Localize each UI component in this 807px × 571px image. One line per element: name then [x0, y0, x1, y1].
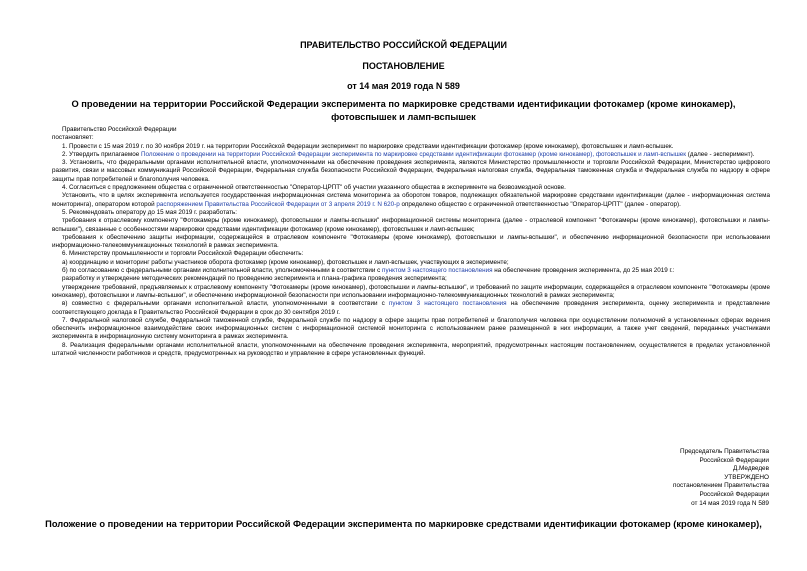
- signature-line: Председатель Правительства: [680, 448, 769, 455]
- para-text: 2. Утвердить прилагаемое: [62, 150, 141, 158]
- body-para: 5. Рекомендовать оператору до 15 мая 2019 г. разработать:: [62, 208, 238, 216]
- approval-line: УТВЕРЖДЕНО: [724, 473, 769, 481]
- body-para: [52, 300, 770, 317]
- body-para: 8. Реализация федеральными органами исполнительной власти, уполномоченными на обеспечение проведения эксперимента, мероприятий, предусмотренных настоящим постановлением, осуществляется в пределах установленной штатной численности работников и средств, предусмотренных на руководство и управление в сфере установленных функций.: [52, 341, 770, 358]
- para-text: (далее - эксперимент).: [686, 150, 755, 158]
- approval-line: Российской Федерации: [699, 490, 769, 498]
- clause-link[interactable]: пунктом 3 настоящего постановления: [382, 267, 493, 275]
- doc-type-heading: ПОСТАНОВЛЕНИЕ: [362, 61, 445, 71]
- org-heading: ПРАВИТЕЛЬСТВО РОССИЙСКОЙ ФЕДЕРАЦИИ: [300, 40, 507, 50]
- body-para: Правительство Российской Федерации: [62, 126, 177, 133]
- order-link[interactable]: распоряжением Правительства Российской Федерации от 3 апреля 2019 г. N 620-р: [156, 200, 400, 208]
- clause-link[interactable]: пунктом 3 настоящего постановления: [388, 300, 507, 308]
- body-para: а) координацию и мониторинг работы участников оборота фотокамер (кроме кинокамер), фотовспышек и ламп-вспышек, участвующих в эксперименте;: [62, 258, 509, 266]
- document-body: [52, 126, 770, 358]
- approval-line: от 14 мая 2019 года N 589: [691, 499, 769, 507]
- body-para: 4. Согласиться с предложением общества с ограниченной ответственностью "Оператор-ЦРПТ" об участии указанного общества в эксперименте на безвозмездной основе.: [62, 184, 566, 192]
- regulation-link[interactable]: Положение о проведении на территории Российской Федерации эксперимента по маркировке средствами идентификации фотокамер (кроме кинокамер), фотовспышек и ламп-вспышек: [140, 150, 687, 158]
- para-text: на обеспечение проведения эксперимента, до 25 мая 2019 г.:: [492, 267, 675, 275]
- body-para: требования к обеспечению защиты информации, содержащейся в отраслевом компоненте "Фотокамеры (кроме кинокамер), фотовспышки и лампы-вспышки", и обеспечению информационной безопасности при использовании информационно-телекоммуникационных технологий в рамках эксперимента.: [52, 233, 770, 250]
- signature-line: Д.Медведев: [732, 465, 769, 473]
- signature-block: [673, 448, 769, 508]
- body-para: [52, 192, 770, 209]
- para-text: в) совместно с федеральными органами исполнительной власти, уполномоченными в соответствии с: [62, 300, 389, 308]
- approval-line: постановлением Правительства: [673, 482, 769, 490]
- body-para: разработку и утверждение методических рекомендаций по проведению эксперимента и плана-графика проведения эксперимента;: [62, 275, 447, 283]
- signature-line: Российской Федерации: [699, 456, 769, 464]
- para-text: определено общество с ограниченной ответственностью "Оператор-ЦРПТ" (далее - оператор).: [399, 200, 681, 208]
- body-para: 1. Провести с 15 мая 2019 г. по 30 ноября 2019 г. на территории Российской Федерации эксперимент по маркировке средствами идентификации фотокамер (кроме кинокамер), фотовспышек и ламп-вспышек.: [62, 142, 674, 150]
- body-para: требования к отраслевому компоненту "Фотокамеры (кроме кинокамер), фотовспышки и лампы-вспышки" информационной системы мониторинга (далее - отраслевой компонент "Фотокамеры (кроме кинокамер), фотовспышки и лампы-вспышки"), связанные с особенностями маркировки средствами идентификации фотокамер (кроме кинокамер), фотовспышек и ламп-вспышек;: [52, 217, 770, 233]
- body-para: 6. Министерству промышленности и торговли Российской Федерации обеспечить:: [62, 250, 304, 258]
- body-para: 7. Федеральной налоговой службе, Федеральной таможенной службе, Федеральной службе по надзору в сфере защиты прав потребителей и благополучия человека при осуществлении полномочий в установленных сферах ведения обеспечить информационное взаимодействие своих информационных систем с информационной системой мониторинга с использованием ранее размещенной в них информации, а также учет сведений, переданных участниками эксперимента в информационную систему мониторинга в рамках эксперимента.: [52, 316, 770, 341]
- annex-title: Положение о проведении на территории Российской Федерации эксперимента по маркировке средствами идентификации фотокамер (кроме кинокамер),: [45, 519, 762, 529]
- body-para: 3. Установить, что федеральными органами исполнительной власти, уполномоченными на обеспечение проведения эксперимента, являются Министерство промышленности и торговли Российской Федерации, Министерство цифрового развития, связи и массовых коммуникаций Российской Федерации, Федеральная служба безопасности Российской Федерации, Федеральная налоговая служба, Федеральная таможенная служба и Федеральная служба по надзору в сфере защиты прав потребителей и благополучия человека.: [52, 159, 770, 183]
- body-para: [52, 151, 770, 159]
- para-text: Установить, что в целях эксперимента используется государственная информационная система мониторинга за оборотом товаров, подлежащих обязательной маркировке средствами идентификации (далее - информационная система мониторинга), оператором которой: [52, 192, 770, 208]
- date-line: от 14 мая 2019 года N 589: [347, 81, 460, 91]
- body-para: постановляет:: [52, 134, 94, 142]
- document-title: О проведении на территории Российской Федерации эксперимента по маркировке средствами идентификации фотокамер (кроме кинокамер), фотовспышек и ламп-вспышек: [71, 99, 736, 122]
- para-text: на обеспечение проведения эксперимента, оценку эксперимента и представление соответствующего доклада в Правительство Российской Федерации в срок до 30 сентября 2019 г.: [52, 300, 771, 316]
- para-text: б) по согласованию с федеральными органами исполнительной власти, уполномоченными в соответствии с: [62, 267, 383, 275]
- body-para: утверждение требований, предъявляемых к отраслевому компоненту "Фотокамеры (кроме кинокамер), фотовспышки и лампы-вспышки", и требований по защите информации, содержащейся в отраслевом компоненте "Фотокамеры (кроме кинокамер), фотовспышки и лампы-вспышки", и обеспечению информационной безопасности при использовании информационно-телекоммуникационных технологий в рамках эксперимента;: [52, 283, 770, 299]
